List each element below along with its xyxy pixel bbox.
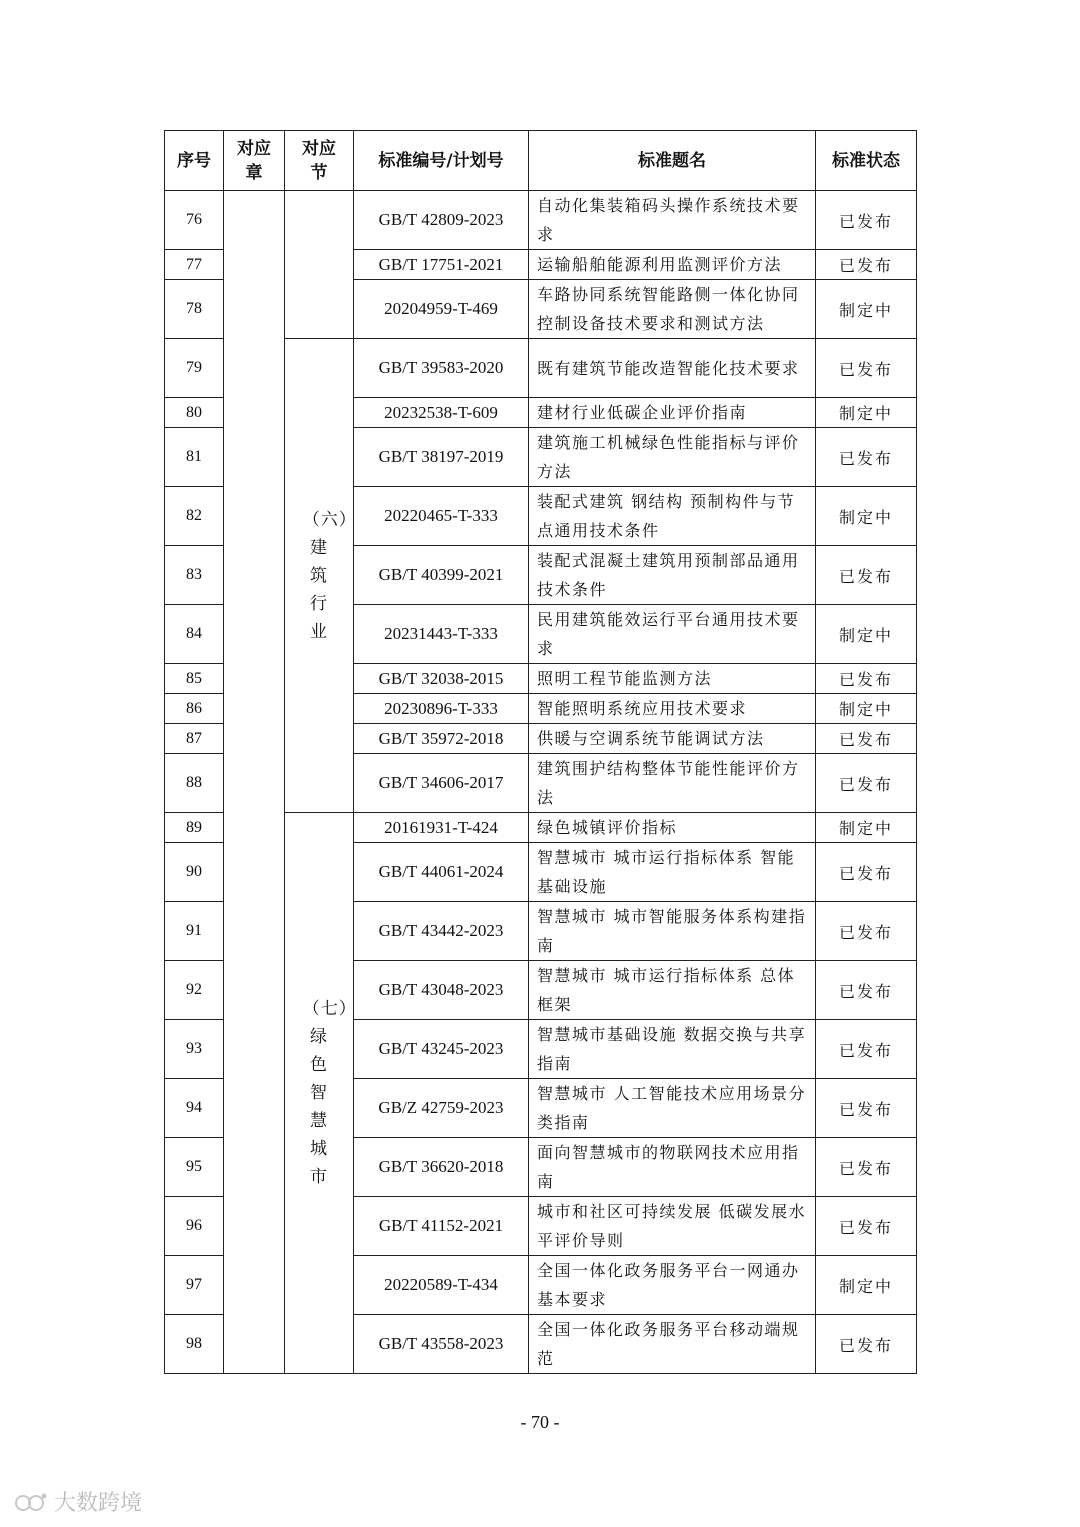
row-code: GB/T 34606-2017 [354,754,529,813]
row-no: 98 [165,1315,224,1374]
section-cell-blank [285,191,354,339]
row-status: 已发布 [816,843,917,902]
header-chapter: 对应 章 [224,131,285,191]
row-code: GB/T 40399-2021 [354,546,529,605]
section-cell-building [285,339,357,813]
row-no: 77 [165,250,224,280]
row-no: 82 [165,487,224,546]
row-code: GB/T 44061-2024 [354,843,529,902]
row-title: 建筑围护结构整体节能性能评价方法 [529,754,816,813]
row-code: GB/T 35972-2018 [354,724,529,754]
row-status: 制定中 [816,280,917,339]
row-title: 智慧城市 城市运行指标体系 总体框架 [529,961,816,1020]
row-no: 95 [165,1138,224,1197]
row-no: 81 [165,428,224,487]
row-code: GB/T 17751-2021 [354,250,529,280]
row-code: GB/T 38197-2019 [354,428,529,487]
row-title: 运输船舶能源利用监测评价方法 [529,250,816,280]
row-code: GB/T 43442-2023 [354,902,529,961]
row-code: GB/T 43245-2023 [354,1020,529,1079]
row-no: 83 [165,546,224,605]
row-no: 87 [165,724,224,754]
row-status: 已发布 [816,339,917,398]
row-code: 20232538-T-609 [354,398,529,428]
table-row [165,191,917,250]
row-code: 20231443-T-333 [354,605,529,664]
row-status: 已发布 [816,1315,917,1374]
row-status: 已发布 [816,428,917,487]
row-no: 80 [165,398,224,428]
chapter-cell [224,191,285,1374]
row-no: 78 [165,280,224,339]
row-title: 智能照明系统应用技术要求 [529,694,816,724]
row-no: 90 [165,843,224,902]
row-status: 已发布 [816,754,917,813]
row-title: 车路协同系统智能路侧一体化协同控制设备技术要求和测试方法 [529,280,816,339]
row-code: GB/T 43048-2023 [354,961,529,1020]
row-status: 已发布 [816,1197,917,1256]
row-no: 79 [165,339,224,398]
row-no: 76 [165,191,224,250]
row-title: 装配式混凝土建筑用预制部品通用技术条件 [529,546,816,605]
row-title: 全国一体化政务服务平台一网通办基本要求 [529,1256,816,1315]
row-status: 制定中 [816,605,917,664]
standards-table [164,130,917,1374]
row-status: 制定中 [816,694,917,724]
row-code: GB/T 36620-2018 [354,1138,529,1197]
row-code: 20230896-T-333 [354,694,529,724]
row-title: 装配式建筑 钢结构 预制构件与节点通用技术条件 [529,487,816,546]
row-status: 已发布 [816,664,917,694]
row-no: 88 [165,754,224,813]
watermark [14,1486,142,1517]
row-title: 智慧城市基础设施 数据交换与共享指南 [529,1020,816,1079]
row-title: 照明工程节能监测方法 [529,664,816,694]
section-seven-number: （七） [302,999,357,1019]
row-status: 已发布 [816,1020,917,1079]
page-number: - 70 - [520,1412,560,1432]
row-code: GB/Z 42759-2023 [354,1079,529,1138]
row-title: 智慧城市 城市智能服务体系构建指南 [529,902,816,961]
watermark-logo-icon [14,1491,48,1513]
row-status: 制定中 [816,813,917,843]
row-status: 已发布 [816,724,917,754]
row-title: 民用建筑能效运行平台通用技术要求 [529,605,816,664]
row-title: 城市和社区可持续发展 低碳发展水平评价导则 [529,1197,816,1256]
row-no: 94 [165,1079,224,1138]
row-title: 既有建筑节能改造智能化技术要求 [529,339,816,398]
row-status: 已发布 [816,1138,917,1197]
row-status: 制定中 [816,1256,917,1315]
row-code: 20220465-T-333 [354,487,529,546]
row-no: 91 [165,902,224,961]
header-section: 对应 节 [285,131,354,191]
row-code: GB/T 32038-2015 [354,664,529,694]
table-header-row [165,131,917,191]
row-code: 20161931-T-424 [354,813,529,843]
header-no: 序号 [165,131,224,191]
header-title: 标准题名 [529,131,816,191]
row-status: 已发布 [816,961,917,1020]
row-title: 建筑施工机械绿色性能指标与评价方法 [529,428,816,487]
row-title: 绿色城镇评价指标 [529,813,816,843]
watermark-text: 大数跨境 [54,1491,143,1516]
row-status: 已发布 [816,546,917,605]
row-status: 已发布 [816,191,917,250]
row-no: 85 [165,664,224,694]
row-no: 86 [165,694,224,724]
row-status: 已发布 [816,1079,917,1138]
row-code: 20204959-T-469 [354,280,529,339]
row-no: 89 [165,813,224,843]
row-no: 97 [165,1256,224,1315]
row-title: 供暖与空调系统节能调试方法 [529,724,816,754]
row-title: 智慧城市 城市运行指标体系 智能基础设施 [529,843,816,902]
section-cell-smart-city [285,813,357,1374]
row-status: 制定中 [816,398,917,428]
row-code: 20220589-T-434 [354,1256,529,1315]
row-title: 自动化集装箱码头操作系统技术要求 [529,191,816,250]
header-code: 标准编号/计划号 [354,131,529,191]
row-no: 93 [165,1020,224,1079]
row-no: 96 [165,1197,224,1256]
row-code: GB/T 39583-2020 [354,339,529,398]
row-status: 已发布 [816,250,917,280]
section-six-number: （六） [302,509,357,530]
row-no: 84 [165,605,224,664]
section-six-name: 建筑行业 [309,537,328,642]
row-code: GB/T 43558-2023 [354,1315,529,1374]
row-title: 全国一体化政务服务平台移动端规范 [529,1315,816,1374]
section-seven-name: 绿色智慧城市 [309,1027,328,1187]
row-code: GB/T 42809-2023 [354,191,529,250]
row-status: 已发布 [816,902,917,961]
row-no: 92 [165,961,224,1020]
row-title: 建材行业低碳企业评价指南 [529,398,816,428]
row-title: 智慧城市 人工智能技术应用场景分类指南 [529,1079,816,1138]
row-title: 面向智慧城市的物联网技术应用指南 [529,1138,816,1197]
row-code: GB/T 41152-2021 [354,1197,529,1256]
header-status: 标准状态 [816,131,917,191]
row-status: 制定中 [816,487,917,546]
